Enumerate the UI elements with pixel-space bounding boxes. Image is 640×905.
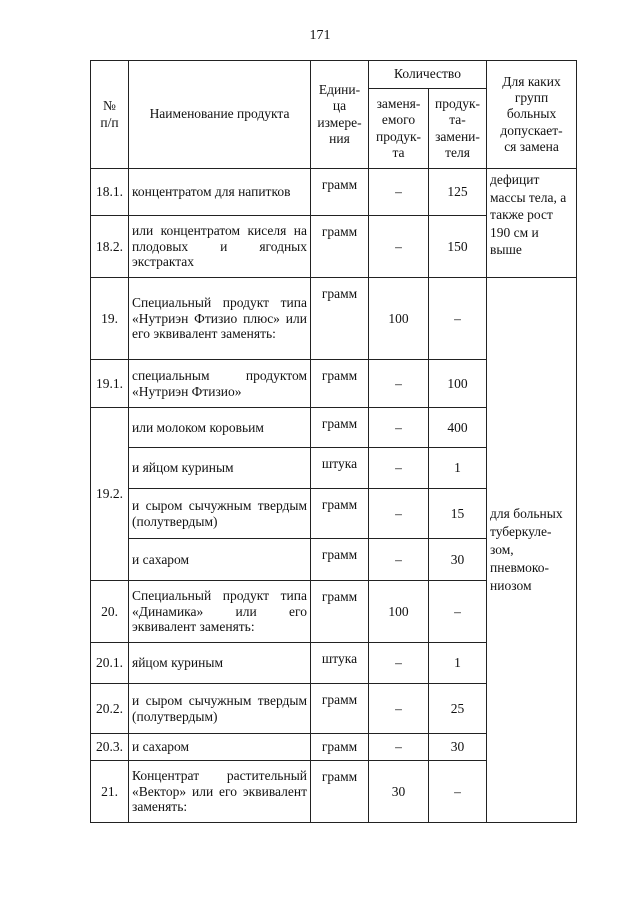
product-name: и сахаром xyxy=(129,539,311,581)
replacing-qty: 15 xyxy=(429,489,487,539)
product-name: и сыром сычужным твердым (полутвердым) xyxy=(129,684,311,734)
replacing-qty: 1 xyxy=(429,448,487,489)
unit-cell: грамм xyxy=(311,539,369,581)
replaced-qty: 100 xyxy=(369,278,429,360)
row-number: 19.2. xyxy=(91,408,129,581)
product-name: Концентрат растительный «Вектор» или его эквивалент заменять: xyxy=(129,761,311,823)
row-number: 19.1. xyxy=(91,360,129,408)
unit-cell: грамм xyxy=(311,761,369,823)
unit-cell: грамм xyxy=(311,489,369,539)
replacing-qty: 100 xyxy=(429,360,487,408)
unit-cell: грамм xyxy=(311,734,369,761)
product-name: и яйцом куриным xyxy=(129,448,311,489)
replaced-qty: – xyxy=(369,169,429,216)
product-name: или молоком коровьим xyxy=(129,408,311,448)
replaced-qty: – xyxy=(369,216,429,278)
unit-cell: грамм xyxy=(311,278,369,360)
replaced-qty: 100 xyxy=(369,581,429,643)
replacing-qty: 125 xyxy=(429,169,487,216)
replacing-qty: – xyxy=(429,278,487,360)
table-row xyxy=(91,169,577,216)
row-number: 20. xyxy=(91,581,129,643)
replacing-qty: 30 xyxy=(429,734,487,761)
replaced-qty: – xyxy=(369,408,429,448)
replaced-qty: – xyxy=(369,489,429,539)
replaced-qty: – xyxy=(369,360,429,408)
row-number: 18.1. xyxy=(91,169,129,216)
unit-cell: штука xyxy=(311,643,369,684)
product-name: концентратом для напитков xyxy=(129,169,311,216)
row-number: 20.2. xyxy=(91,684,129,734)
replaced-qty: – xyxy=(369,643,429,684)
replaced-qty: – xyxy=(369,539,429,581)
header-product-name: Наименование продукта xyxy=(129,61,311,169)
product-replacement-table xyxy=(90,60,577,823)
replacing-qty: 400 xyxy=(429,408,487,448)
product-name: яйцом куриным xyxy=(129,643,311,684)
product-name: и сыром сычужным твердым (полутвердым) xyxy=(129,489,311,539)
table-row xyxy=(91,278,577,360)
unit-cell: грамм xyxy=(311,360,369,408)
unit-cell: грамм xyxy=(311,169,369,216)
unit-cell: грамм xyxy=(311,408,369,448)
unit-cell: грамм xyxy=(311,684,369,734)
page-number: 171 xyxy=(309,28,331,43)
replacing-qty: 150 xyxy=(429,216,487,278)
header-number: № п/п xyxy=(91,61,129,169)
row-number: 18.2. xyxy=(91,216,129,278)
replacing-qty: 30 xyxy=(429,539,487,581)
replacing-qty: 1 xyxy=(429,643,487,684)
header-replaced-product: заменя- емого продук- та xyxy=(369,89,429,169)
header-quantity: Количество xyxy=(369,61,487,89)
row-number: 21. xyxy=(91,761,129,823)
unit-cell: штука xyxy=(311,448,369,489)
product-name: или концентратом киселя на плодовых и ягодных экстрактах xyxy=(129,216,311,278)
replacing-qty: – xyxy=(429,581,487,643)
replaced-qty: – xyxy=(369,684,429,734)
patient-groups-cell: дефицит массы тела, а также рост 190 см и выше xyxy=(487,169,577,278)
replacing-qty: – xyxy=(429,761,487,823)
product-name: и сахаром xyxy=(129,734,311,761)
header-patient-groups: Для каких групп больных допускает- ся замена xyxy=(487,61,577,169)
header-unit: Едини- ца измере- ния xyxy=(311,61,369,169)
row-number: 20.1. xyxy=(91,643,129,684)
unit-cell: грамм xyxy=(311,581,369,643)
row-number: 19. xyxy=(91,278,129,360)
product-name: Специальный продукт типа «Нутриэн Фтизио плюс» или его эквивалент заменять: xyxy=(129,278,311,360)
product-name: Специальный продукт типа «Динамика» или его эквивалент заменять: xyxy=(129,581,311,643)
header-replacing-product: продук- та- замени- теля xyxy=(429,89,487,169)
product-name: специальным продуктом «Нутриэн Фтизио» xyxy=(129,360,311,408)
replaced-qty: – xyxy=(369,734,429,761)
patient-groups-cell: для больных туберкуле-зом, пневмоко-ниозом xyxy=(487,278,577,823)
replacing-qty: 25 xyxy=(429,684,487,734)
replaced-qty: 30 xyxy=(369,761,429,823)
unit-cell: грамм xyxy=(311,216,369,278)
replaced-qty: – xyxy=(369,448,429,489)
row-number: 20.3. xyxy=(91,734,129,761)
